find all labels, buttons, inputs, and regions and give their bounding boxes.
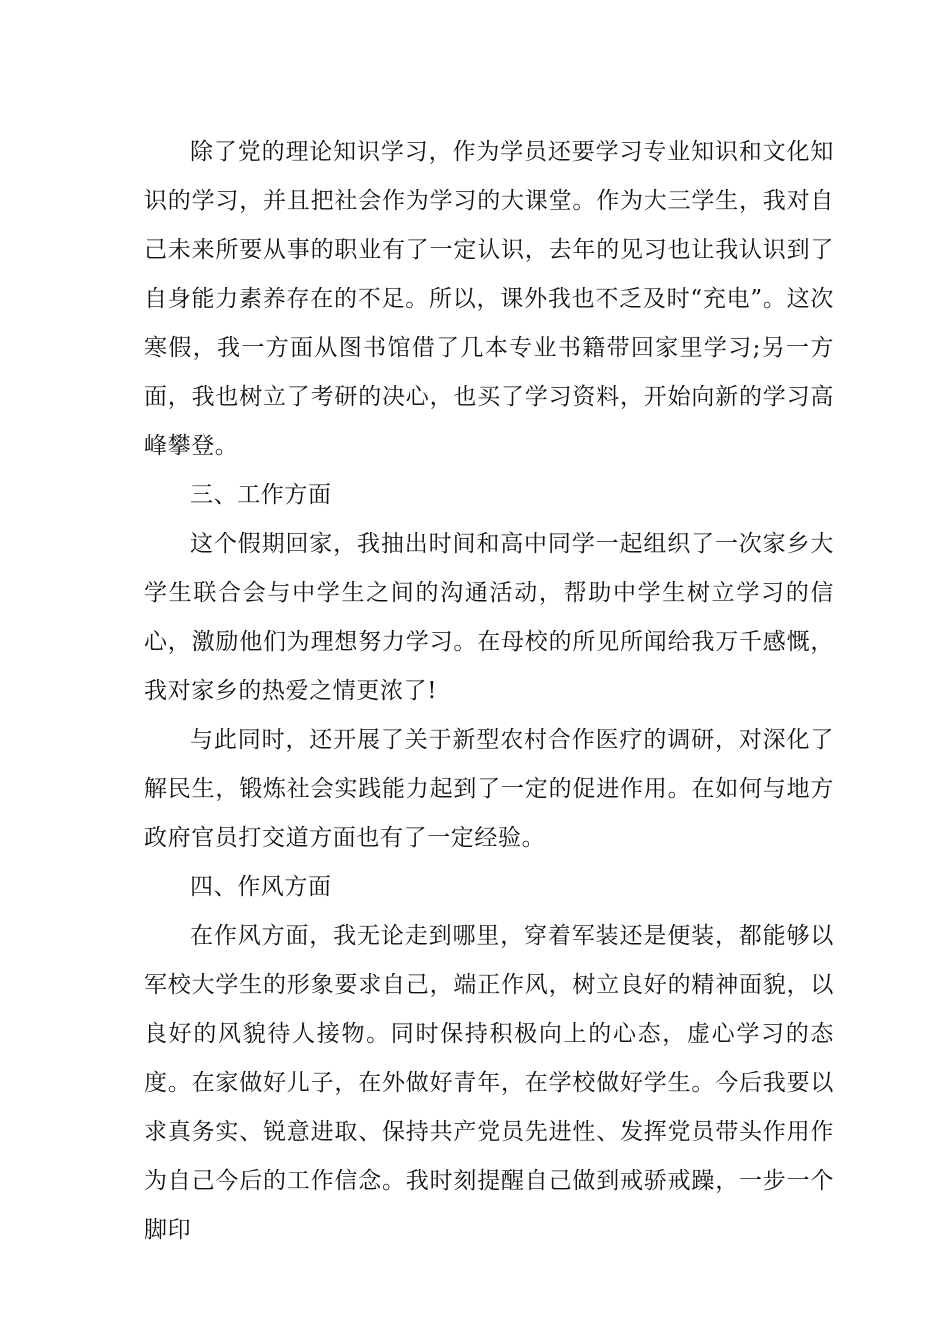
paragraph-work-research: 与此同时，还开展了关于新型农村合作医疗的调研，对深化了解民生，锻炼社会实践能力起到了一定的促进作用。在如何与地方政府官员打交道方面也有了一定经验。 bbox=[144, 727, 834, 851]
section-heading-conduct: 四、作风方面 bbox=[190, 874, 332, 900]
document-body bbox=[144, 128, 834, 1255]
paragraph-conduct: 在作风方面，我无论走到哪里，穿着军装还是便装，都能够以军校大学生的形象要求自己，端正作风，树立良好的精神面貌，以良好的风貌待人接物。同时保持积极向上的心态，虚心学习的态度。在家做好儿子，在外做好青年，在学校做好学生。今后我要以求真务实、锐意进取、保持共产党员先进性、发挥党员带头作用作为自己今后的工作信念。我时刻提醒自己做到戒骄戒躁，一步一个脚印 bbox=[144, 923, 834, 1243]
paragraph-work-activity: 这个假期回家，我抽出时间和高中同学一起组织了一次家乡大学生联合会与中学生之间的沟通活动，帮助中学生树立学习的信心，激励他们为理想努力学习。在母校的所见所闻给我万千感慨，我对家乡的热爱之情更浓了! bbox=[144, 531, 834, 704]
paragraph-study: 除了党的理论知识学习，作为学员还要学习专业知识和文化知识的学习，并且把社会作为学习的大课堂。作为大三学生，我对自己未来所要从事的职业有了一定认识，去年的见习也让我认识到了自身能力素养存在的不足。所以，课外我也不乏及时“充电”。这次寒假，我一方面从图书馆借了几本专业书籍带回家里学习;另一方面，我也树立了考研的决心，也买了学习资料，开始向新的学习高峰攀登。 bbox=[144, 139, 834, 459]
section-heading-work: 三、工作方面 bbox=[190, 482, 332, 508]
